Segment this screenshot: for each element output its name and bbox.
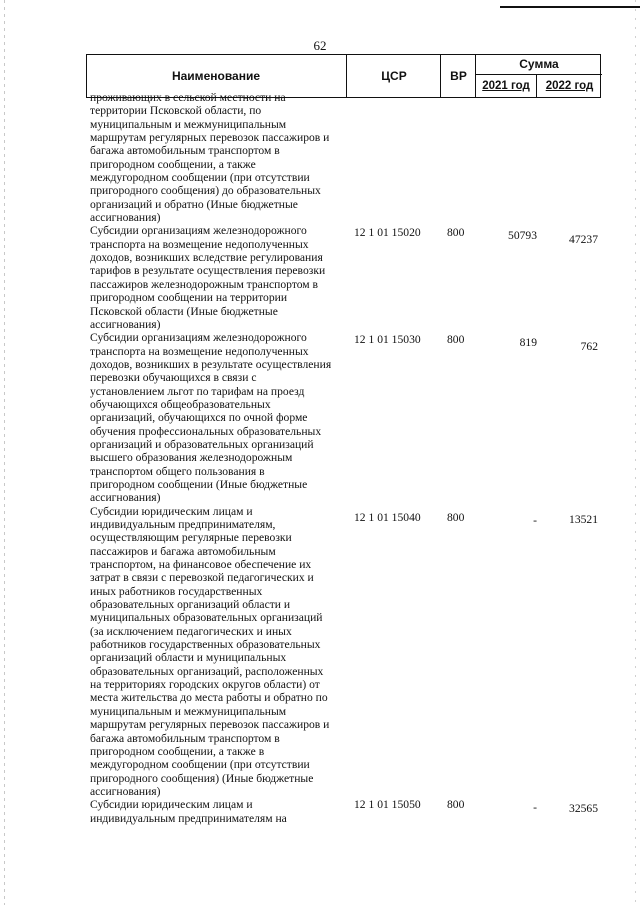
header-csr: ЦСР — [346, 54, 441, 98]
row-csr: 12 1 01 15020 — [354, 226, 421, 240]
row-name-line: пригородном сообщении, а также — [90, 157, 256, 171]
row-name-line: доходов, возникших в результате осуществления — [90, 357, 332, 371]
row-vr: 800 — [447, 333, 465, 347]
row-name-line: образовательных организаций, расположенных — [90, 664, 324, 678]
row-name-line: багажа автомобильным транспортом в — [90, 731, 280, 745]
row-name-line: места жительства до места работы и обратно по — [90, 691, 328, 705]
row-vr: 800 — [447, 226, 465, 240]
row-name — [90, 224, 352, 331]
row-name-line: индивидуальным предпринимателям, — [90, 518, 276, 531]
row-name-line: Субсидии организациям железнодорожного — [90, 224, 307, 238]
row-sum-2021: - — [533, 801, 537, 815]
row-name-line: междугородном сообщении (при отсутствии — [90, 758, 310, 772]
row-name-line: ассигнования) — [90, 784, 161, 798]
row-name-line: на территориях городских округов области) от — [90, 678, 320, 692]
row-name-line: Субсидии юридическим лицам и — [90, 798, 253, 812]
row-name-line: пригородном сообщении, а также в — [90, 744, 265, 758]
row-name-line: установлением льгот по тарифам на проезд — [90, 384, 305, 398]
row-sum-2022: 47237 — [569, 233, 598, 247]
row-name-line: доходов, возникших вследствие регулирования — [90, 251, 323, 265]
row-name-line: организаций и образовательных организаций — [90, 437, 314, 451]
row-name-line: Псковской области (Иные бюджетные — [90, 304, 278, 318]
table-row — [0, 91, 640, 224]
row-name-line: ассигнования) — [90, 491, 161, 505]
table-body — [0, 91, 640, 825]
header-year-2022: 2022 год — [536, 74, 602, 98]
row-name-line: высшего образования железнодорожным — [90, 451, 293, 465]
header-year-2021: 2021 год — [482, 80, 530, 92]
table-row — [0, 505, 640, 799]
row-name — [90, 91, 352, 224]
row-name-line: тарифов в результате осуществления перевозки — [90, 264, 326, 278]
table-row — [0, 798, 640, 825]
header-name: Наименование — [171, 69, 261, 83]
row-name — [90, 331, 352, 504]
row-name-line: Субсидии юридическим лицам и — [90, 504, 253, 518]
row-vr: 800 — [447, 798, 465, 812]
row-name-line: транспорта на возмещение недополученных — [90, 237, 309, 251]
row-sum-2022: 13521 — [569, 512, 598, 526]
row-sum-2022: 32565 — [569, 802, 598, 816]
row-name — [90, 505, 352, 799]
row-name-line: организаций и обратно (Иные бюджетные — [90, 197, 298, 211]
row-csr: 12 1 01 15050 — [354, 798, 421, 812]
row-csr: 12 1 01 15030 — [354, 333, 421, 347]
row-name — [90, 798, 352, 825]
row-name-line: пригородного сообщения) до образовательных — [90, 184, 321, 198]
row-name-line: пригородном сообщении на территории — [90, 291, 288, 305]
row-name-line: маршрутам регулярных перевозок пассажиров и — [90, 718, 330, 732]
row-name-line: иных работников государственных — [90, 584, 263, 598]
row-name-line: Субсидии организациям железнодорожного — [90, 331, 307, 345]
row-name-line: перевозки обучающихся в связи с — [90, 371, 257, 385]
row-name-line: затрат в связи с перевозкой педагогических и — [90, 571, 314, 585]
row-name-line: междугородном сообщении (при отсутствии — [90, 171, 310, 185]
row-name-line: пассажиров и багажа автомобильным — [90, 544, 276, 558]
row-name-line: организаций, обучающихся по очной форме — [90, 411, 308, 425]
row-name-line: обучения профессиональных образовательных — [90, 424, 322, 438]
row-name-line: пригородного сообщения) (Иные бюджетные — [90, 771, 314, 785]
row-name-line: пригородном сообщении (Иные бюджетные — [90, 477, 308, 491]
row-sum-2021: - — [533, 513, 537, 527]
table-row — [0, 331, 640, 504]
row-name-line: муниципальных образовательных организаций — [90, 611, 323, 625]
row-sum-2021: 819 — [519, 336, 537, 350]
row-vr: 800 — [447, 510, 465, 524]
row-name-line: транспорта на возмещение недополученных — [90, 344, 309, 358]
top-rule — [500, 6, 640, 8]
row-name-line: муниципальным и межмуниципальным — [90, 117, 287, 131]
row-name-line: образовательных организаций области и — [90, 598, 291, 612]
row-name-line: ассигнования) — [90, 211, 161, 225]
row-sum-2021: 50793 — [508, 229, 537, 243]
row-name-line: обучающихся общеобразовательных — [90, 397, 271, 411]
row-name-line: индивидуальным предпринимателям на — [90, 811, 287, 825]
row-name-line: пассажиров железнодорожным транспортом в — [90, 277, 319, 291]
row-csr: 12 1 01 15040 — [354, 510, 421, 524]
row-name-line: (за исключением педагогических и иных — [90, 624, 292, 638]
row-name-line: багажа автомобильным транспортом в — [90, 144, 280, 158]
page-number: 62 — [313, 38, 327, 53]
row-name-line: территории Псковской области, по — [90, 104, 262, 118]
header-sum: Сумма — [476, 54, 602, 75]
header-vr: ВР — [440, 54, 476, 98]
table-row — [0, 224, 640, 331]
row-name-line: маршрутам регулярных перевозок пассажиров и — [90, 131, 330, 145]
row-name-line: организаций области и муниципальных — [90, 651, 287, 665]
row-name-line: муниципальным и межмуниципальным — [90, 704, 287, 718]
row-sum-2022: 762 — [580, 340, 598, 354]
row-name-line: ассигнования) — [90, 317, 161, 331]
row-name-line: транспортом, на финансовое обеспечение их — [90, 558, 312, 572]
row-name-line: осуществляющим регулярные перевозки — [90, 531, 292, 545]
row-name-line: транспортом общего пользования в — [90, 464, 265, 478]
row-name-line: проживающих в сельской местности на — [90, 91, 286, 104]
row-name-line: работников государственных образовательных — [90, 638, 321, 652]
